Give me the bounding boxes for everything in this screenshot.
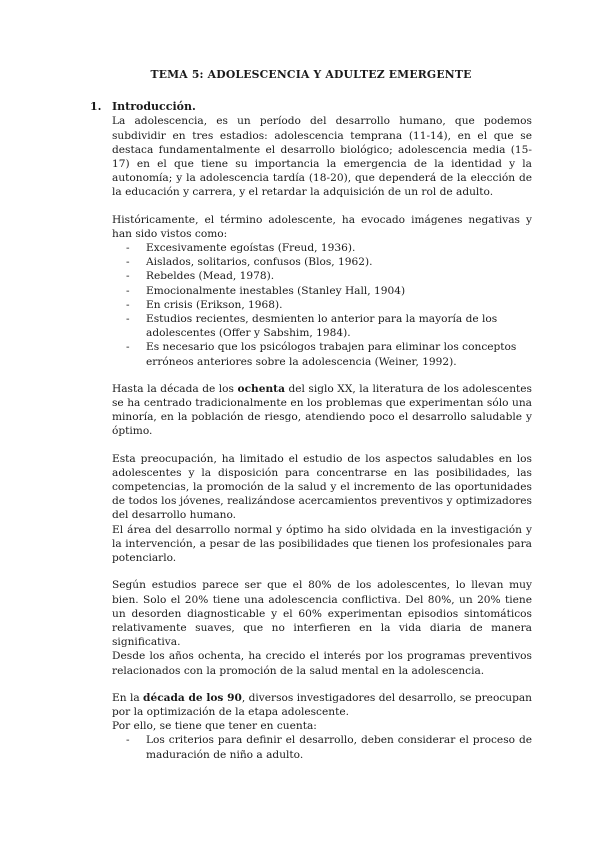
paragraph-eighties: Hasta la década de los ochenta del siglo XX, la literatura de los adolescentes se ha centrado tradicionalmente en los problemas que experimentan sólo una minoría, en la población de riesgo, atendiendo poco el desarrollo saludable y óptimo. — [112, 382, 532, 438]
list-item: - Emocionalmente inestables (Stanley Hall, 1904) — [126, 284, 532, 298]
list-item: - Excesivamente egoístas (Freud, 1936). — [126, 241, 532, 255]
list-item: - Aislados, solitarios, confusos (Blos, 1962). — [126, 255, 532, 269]
page-title: TEMA 5: ADOLESCENCIA Y ADULTEZ EMERGENTE — [150, 68, 472, 81]
paragraph-history: Históricamente, el término adolescente, ha evocado imágenes negativas y han sido vistos como: — [112, 213, 532, 240]
paragraph-stages: La adolescencia, es un período del desarrollo humano, que podemos subdividir en tres estadios: adolescencia temprana (11-14), en el que se destaca fundamentalmente el desarrollo biológico; adolescencia media (15-17) en el que tiene su importancia la emergencia de la identidad y la autonomía; y la adolescencia tardía (18-20), que dependerá de la elección de la educación y carrera, y el retardar la adquisición de un rol de adulto. — [112, 115, 532, 199]
section-body — [112, 114, 532, 761]
paragraph-consider: Por ello, se tiene que tener en cuenta: — [112, 720, 317, 733]
paragraph-statistics: Según estudios parece ser que el 80% de los adolescentes, lo llevan muy bien. Solo el 20% tiene una adolescencia conflictiva. Del 80%, un 20% tiene un desorden diagnosticable y el 60% experimentan episodios sintomáticos relativamente suaves, que no interfieren en la vida diaria de manera significativa. — [112, 579, 532, 649]
list-item: - Estudios recientes, desmienten lo anterior para la mayoría de los adolescentes (Offer y Sabshim, 1984). — [126, 312, 532, 340]
paragraph-concern: Esta preocupación, ha limitado el estudio de los aspectos saludables en los adolescentes y la disposición para concentrarse en las posibilidades, las competencias, la promoción de la salud y el incremento de las oportunidades de todos los jóvenes, realizándose acercamientos preventivos y optimizadores del desarrollo humano. — [112, 452, 532, 522]
paragraph-preventive: Desde los años ochenta, ha crecido el interés por los programas preventivos relacionados con la promoción de la salud mental en la adolescencia. — [112, 650, 532, 677]
list-item: - Es necesario que los psicólogos trabajen para eliminar los conceptos erróneos anteriores sobre la adolescencia (Weiner, 1992). — [126, 340, 532, 368]
criteria-list — [112, 733, 532, 761]
section-number: 1. — [90, 100, 102, 114]
list-item: - Los criterios para definir el desarrollo, deben considerar el proceso de maduración de niño a adulto. — [126, 733, 532, 761]
paragraph-normal-area: El área del desarrollo normal y óptimo ha sido olvidada en la investigación y la intervención, a pesar de las posibilidades que tienen los profesionales para potenciarlo. — [112, 523, 532, 565]
list-item: - En crisis (Erikson, 1968). — [126, 298, 532, 312]
list-item: - Rebeldes (Mead, 1978). — [126, 269, 532, 283]
views-list — [112, 241, 532, 369]
bold-decada-90: década de los 90 — [143, 691, 242, 704]
paragraph-nineties: En la década de los 90, diversos investigadores del desarrollo, se preocupan por la optimización de la etapa adolescente. — [112, 691, 533, 718]
bold-ochenta: ochenta — [237, 382, 285, 395]
section-title: Introducción. — [112, 100, 196, 114]
section-heading — [90, 100, 532, 114]
